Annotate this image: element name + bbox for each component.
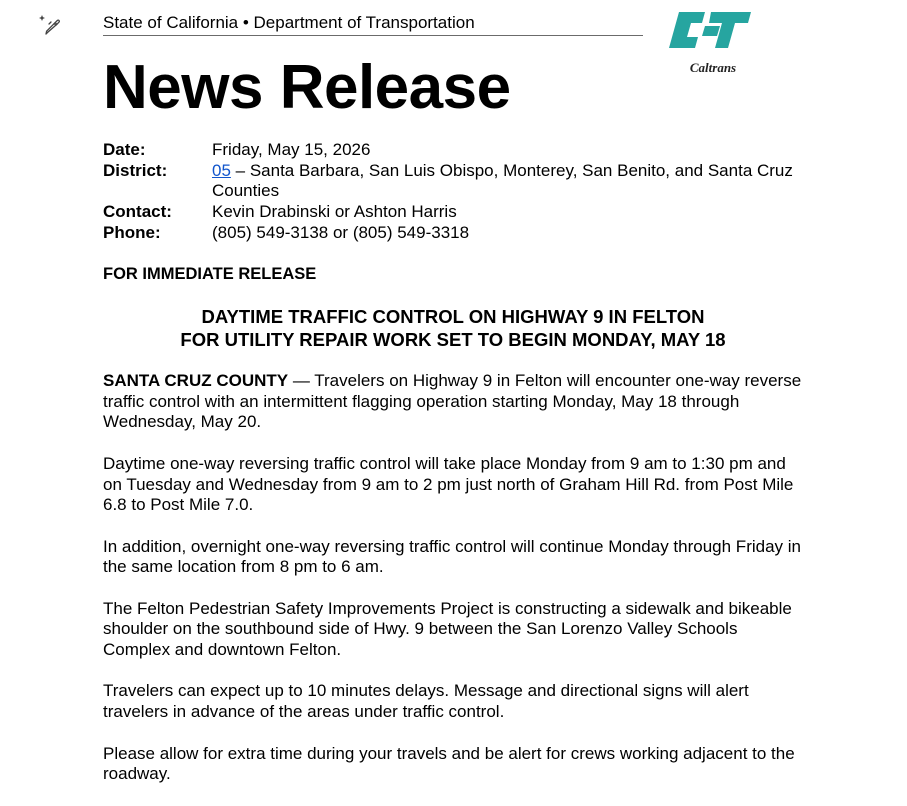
- agency-header: State of California • Department of Transportation: [103, 12, 643, 36]
- sparkle-pen-icon[interactable]: [37, 12, 61, 36]
- phone-row: [103, 223, 803, 244]
- page-title: News Release: [103, 53, 511, 122]
- dateline: SANTA CRUZ COUNTY: [103, 371, 289, 390]
- date-row: [103, 140, 803, 161]
- logo-wordmark: Caltrans: [689, 60, 737, 75]
- release-metadata: [103, 140, 803, 244]
- paragraph-1-text: — Travelers on Highway 9 in Felton will encounter one-way reverse traffic control with an intermittent flagging operation starting Monday, May 18 through Wednesday, May 20.: [103, 371, 802, 432]
- paragraph-6: Please allow for extra time during your travels and be alert for crews working adjacent to the roadway.: [103, 743, 795, 784]
- release-note: FOR IMMEDIATE RELEASE: [103, 265, 317, 283]
- headline-line-1: DAYTIME TRAFFIC CONTROL ON HIGHWAY 9 IN FELTON: [201, 306, 705, 327]
- contact-value: Kevin Drabinski or Ashton Harris: [212, 202, 457, 222]
- headline: [103, 305, 803, 351]
- headline-line-2: FOR UTILITY REPAIR WORK SET TO BEGIN MONDAY, MAY 18: [180, 329, 726, 350]
- paragraph-2: Daytime one-way reversing traffic control will take place Monday from 9 am to 1:30 pm and on Tuesday and Wednesday from 9 am to 2 pm just north of Graham Hill Rd. from Post Mile 6.8 to Post Mile 7.0.: [103, 453, 794, 515]
- district-label: District:: [103, 160, 168, 180]
- date-label: Date:: [103, 140, 146, 159]
- district-link[interactable]: 05: [212, 160, 231, 180]
- caltrans-logo: [665, 8, 757, 76]
- district-value: [212, 161, 803, 202]
- phone-label: Phone:: [103, 222, 161, 242]
- paragraph-1: [103, 371, 803, 433]
- paragraph-4: The Felton Pedestrian Safety Improvements Project is constructing a sidewalk and bikeable shoulder on the southbound side of Hwy. 9 between the San Lorenzo Valley Schools Complex and downtown Felton.: [103, 598, 792, 660]
- article-body: [103, 371, 803, 806]
- phone-value: (805) 549-3138 or (805) 549-3318: [212, 222, 470, 242]
- date-value: Friday, May 15, 2026: [212, 140, 371, 159]
- district-row: [103, 161, 803, 202]
- paragraph-3: In addition, overnight one-way reversing traffic control will continue Monday through Friday in the same location from 8 pm to 6 am.: [103, 536, 801, 577]
- contact-row: [103, 202, 803, 223]
- paragraph-5: Travelers can expect up to 10 minutes delays. Message and directional signs will alert travelers in advance of the areas under traffic control.: [103, 681, 749, 722]
- district-counties: – Santa Barbara, San Luis Obispo, Monterey, San Benito, and Santa Cruz Counties: [212, 160, 793, 201]
- contact-label: Contact:: [103, 202, 172, 222]
